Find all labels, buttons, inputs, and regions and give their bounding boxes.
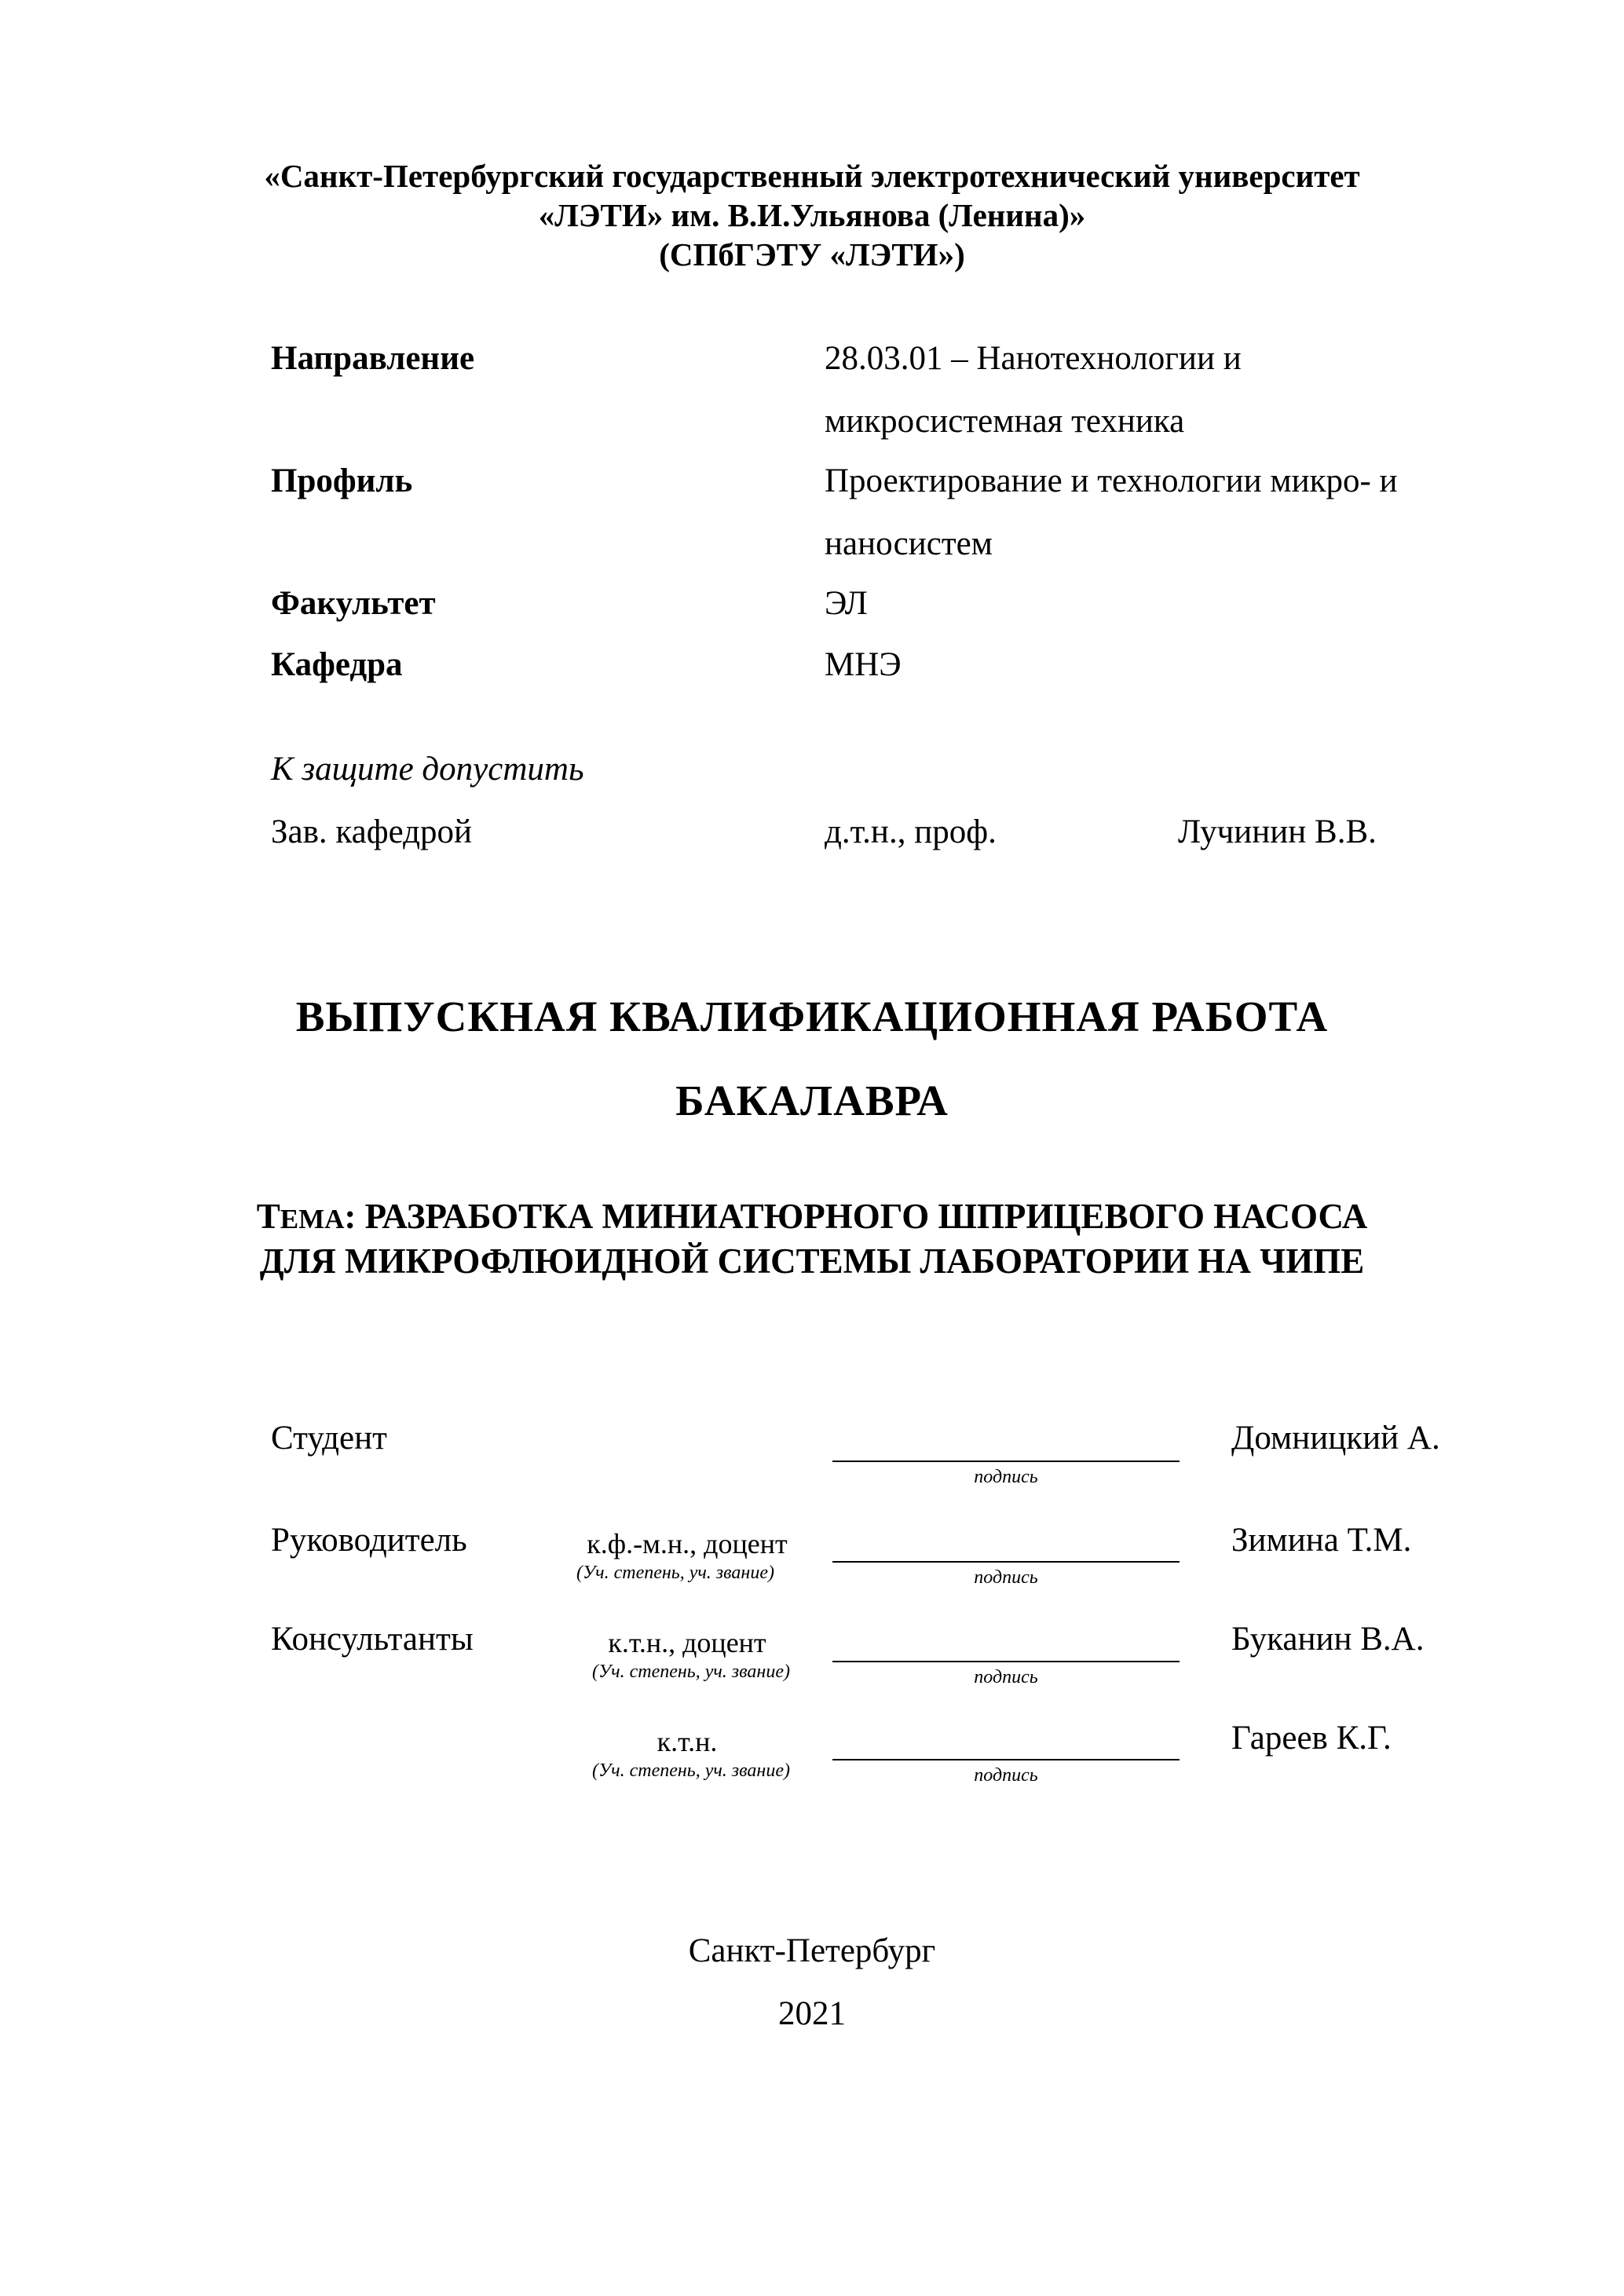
signature-role-supervisor: Руководитель bbox=[271, 1522, 467, 1559]
value-department: МНЭ bbox=[825, 646, 902, 683]
signature-caption-student: подпись bbox=[974, 1467, 1038, 1487]
university-name-line1: «Санкт-Петербургский государственный электротехнический университет bbox=[264, 158, 1360, 194]
admission-role: Зав. кафедрой bbox=[271, 813, 473, 850]
signature-name-consultant2: Гареев К.Г. bbox=[1231, 1720, 1392, 1757]
admission-heading: К защите допустить bbox=[271, 751, 584, 788]
signature-name-consultant1: Буканин В.А. bbox=[1231, 1621, 1425, 1658]
topic-prefix-rest: ЕМА bbox=[280, 1204, 345, 1234]
admission-name: Лучинин В.В. bbox=[1178, 813, 1377, 850]
degree-caption-consultant2: (Уч. степень, уч. звание) bbox=[592, 1760, 790, 1781]
value-profile-line1: Проектирование и технологии микро- и bbox=[825, 462, 1398, 499]
topic-line2: ДЛЯ МИКРОФЛЮИДНОЙ СИСТЕМЫ ЛАБОРАТОРИИ НА ЧИПЕ bbox=[259, 1241, 1365, 1281]
label-department: Кафедра bbox=[271, 646, 403, 683]
signature-caption-supervisor: подпись bbox=[974, 1567, 1038, 1588]
footer-city: Санкт-Петербург bbox=[688, 1932, 936, 1969]
topic-line1 bbox=[0, 1196, 1624, 1237]
value-direction-line1: 28.03.01 – Нанотехнологии и bbox=[825, 340, 1242, 377]
signature-line-consultant1 bbox=[832, 1661, 1180, 1662]
degree-caption-supervisor: (Уч. степень, уч. звание) bbox=[576, 1563, 774, 1583]
admission-degree: д.т.н., проф. bbox=[825, 813, 997, 850]
degree-consultant2: к.т.н. bbox=[657, 1726, 718, 1757]
signature-role-consultants: Консультанты bbox=[271, 1621, 474, 1658]
label-profile: Профиль bbox=[271, 462, 413, 499]
signature-caption-consultant1: подпись bbox=[974, 1667, 1038, 1687]
label-direction: Направление bbox=[271, 340, 475, 377]
signature-role-student: Студент bbox=[271, 1420, 387, 1457]
signature-line-supervisor bbox=[832, 1561, 1180, 1563]
degree-consultant1: к.т.н., доцент bbox=[608, 1627, 766, 1658]
value-faculty: ЭЛ bbox=[825, 585, 868, 622]
signature-name-student: Домницкий А. bbox=[1231, 1420, 1440, 1457]
university-name-line2: «ЛЭТИ» им. В.И.Ульянова (Ленина)» bbox=[538, 197, 1086, 233]
signature-name-supervisor: Зимина Т.М. bbox=[1231, 1522, 1412, 1559]
signature-caption-consultant2: подпись bbox=[974, 1765, 1038, 1786]
signature-line-student bbox=[832, 1461, 1180, 1462]
value-direction-line2: микросистемная техника bbox=[825, 403, 1185, 440]
university-abbrev: (СПбГЭТУ «ЛЭТИ») bbox=[659, 236, 965, 272]
topic-prefix-initial: Т bbox=[256, 1197, 280, 1236]
signature-line-consultant2 bbox=[832, 1759, 1180, 1760]
topic-line1-text: : РАЗРАБОТКА МИНИАТЮРНОГО ШПРИЦЕВОГО НАСОСА bbox=[344, 1197, 1368, 1236]
footer-year: 2021 bbox=[778, 1995, 846, 2032]
degree-supervisor: к.ф.-м.н., доцент bbox=[587, 1528, 788, 1559]
value-profile-line2: наносистем bbox=[825, 525, 993, 562]
degree-caption-consultant1: (Уч. степень, уч. звание) bbox=[592, 1662, 790, 1682]
work-title-line2: БАКАЛАВРА bbox=[675, 1077, 949, 1124]
label-faculty: Факультет bbox=[271, 585, 436, 622]
work-title-line1: ВЫПУСКНАЯ КВАЛИФИКАЦИОННАЯ РАБОТА bbox=[295, 993, 1329, 1040]
